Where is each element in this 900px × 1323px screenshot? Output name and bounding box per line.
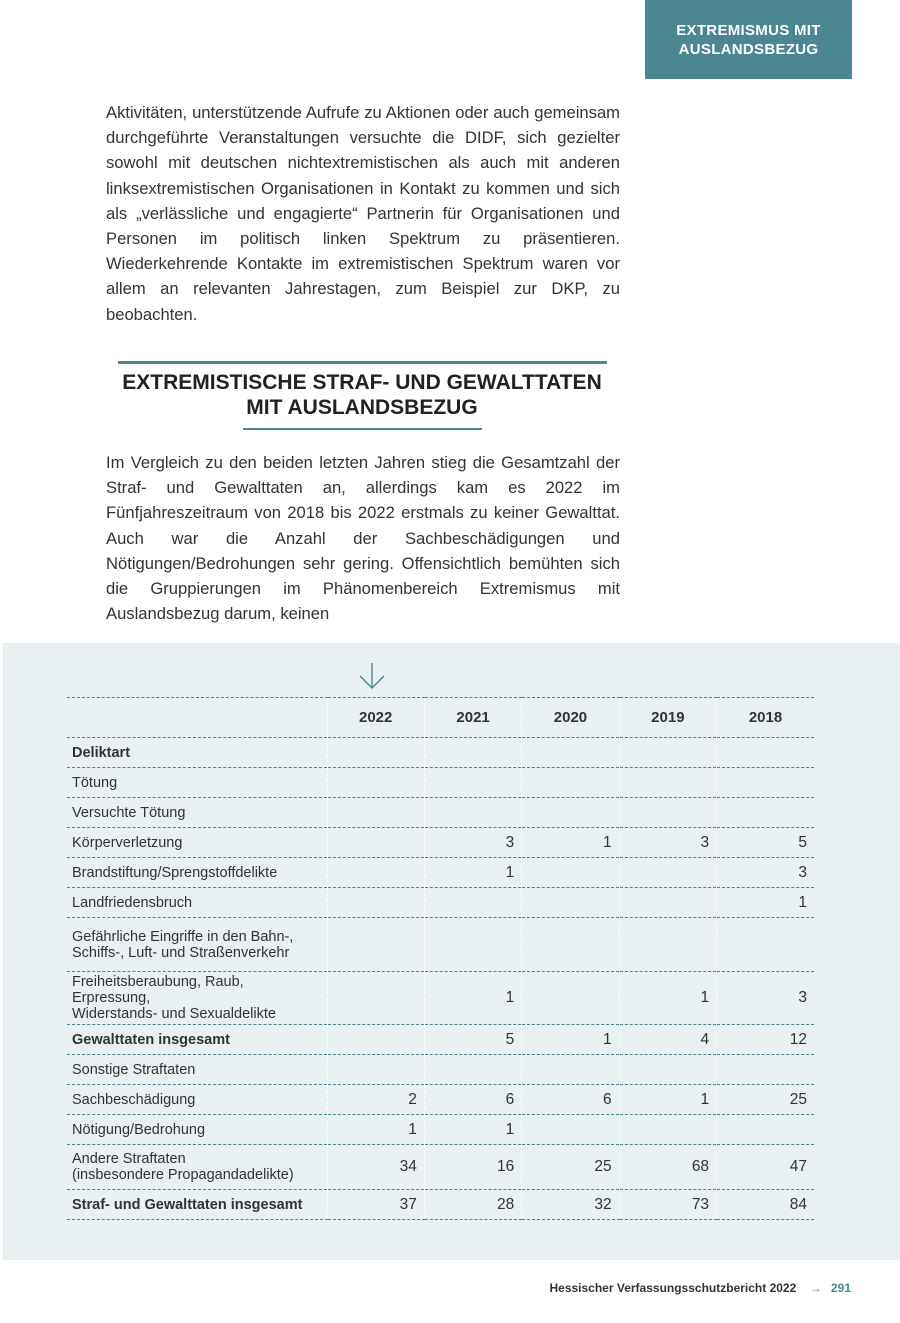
- page-footer: [520, 1281, 851, 1295]
- cell-value: [424, 888, 521, 918]
- statistics-table: [67, 697, 814, 1220]
- table-row: [67, 1025, 814, 1055]
- cell-value: 3: [717, 858, 814, 888]
- row-label-line1: Körperverletzung: [72, 834, 183, 851]
- row-label: [67, 858, 327, 888]
- cell-value: [619, 1055, 716, 1085]
- cell-value: [619, 798, 716, 828]
- cell-value: [717, 768, 814, 798]
- cell-value: 5: [717, 828, 814, 858]
- cell-value: [717, 1055, 814, 1085]
- body-paragraph-1: Aktivitäten, unterstützende Aufrufe zu Aktionen oder auch gemeinsam durchgeführte Veranstaltungen versuchte die DIDF, sich gezielter sowohl mit deutschen nichtextremistischen als auch mit anderen linksextremistischen Organisationen in Kontakt zu kommen und sich als „verlässliche und engagierte“ Partnerin für Organisationen und Personen im politisch linken Spektrum zu präsentieren. Wiederkehrende Kontakte im extremistischen Spektrum waren vor allem an relevanten Jahrestagen, zum Beispiel zur DKP, zu beobachten.: [106, 103, 620, 324]
- cell-value: 84: [717, 1190, 814, 1220]
- row-label-line1: Versuchte Tötung: [72, 804, 186, 821]
- cell-value: 1: [327, 1115, 424, 1145]
- row-label-line1: Gewalttaten insgesamt: [72, 1031, 230, 1048]
- footer-arrow-icon: →: [809, 1281, 822, 1295]
- cell-value: [327, 918, 424, 972]
- cell-value: [522, 738, 619, 768]
- cell-value: [522, 1055, 619, 1085]
- cell-value: [327, 972, 424, 1025]
- row-label-line1: Tötung: [72, 774, 118, 791]
- cell-value: [327, 858, 424, 888]
- header-year: 2019: [619, 698, 716, 738]
- row-label-line1: Andere Straftaten: [72, 1151, 186, 1167]
- row-label-line2: (insbesondere Propagandadelikte): [72, 1167, 294, 1183]
- cell-value: [717, 798, 814, 828]
- cell-value: 12: [717, 1025, 814, 1055]
- cell-value: [522, 798, 619, 828]
- section-tab: [645, 0, 852, 79]
- table-header-row: [67, 698, 814, 738]
- cell-value: [424, 918, 521, 972]
- cell-value: 32: [522, 1190, 619, 1220]
- cell-value: [327, 1025, 424, 1055]
- cell-value: [424, 738, 521, 768]
- cell-value: [717, 738, 814, 768]
- cell-value: 28: [424, 1190, 521, 1220]
- cell-value: 73: [619, 1190, 716, 1220]
- row-label-line2: Schiffs-, Luft- und Straßenverkehr: [72, 944, 290, 961]
- cell-value: 5: [424, 1025, 521, 1055]
- row-label: [67, 1115, 327, 1145]
- cell-value: 34: [327, 1145, 424, 1190]
- cell-value: 1: [619, 1085, 716, 1115]
- header-year: 2022: [327, 698, 424, 738]
- cell-value: 4: [619, 1025, 716, 1055]
- row-label-line1: Brandstiftung/Sprengstoffdelikte: [72, 864, 278, 881]
- table-row: [67, 918, 814, 972]
- cell-value: 16: [424, 1145, 521, 1190]
- table-row: [67, 1085, 814, 1115]
- cell-value: 3: [717, 972, 814, 1025]
- table-row: [67, 1115, 814, 1145]
- cell-value: [522, 918, 619, 972]
- cell-value: [619, 918, 716, 972]
- row-label-line1: Gefährliche Eingriffe in den Bahn-,: [72, 928, 294, 945]
- cell-value: [424, 768, 521, 798]
- cell-value: 25: [522, 1145, 619, 1190]
- cell-value: 6: [424, 1085, 521, 1115]
- cell-value: [522, 972, 619, 1025]
- row-label-line1: Straf- und Gewalttaten insgesamt: [72, 1196, 303, 1213]
- table-row: [67, 828, 814, 858]
- row-label: [67, 972, 327, 1025]
- cell-value: [522, 1115, 619, 1145]
- cell-value: 1: [619, 972, 716, 1025]
- row-label: [67, 768, 327, 798]
- row-label-line1: Sonstige Straftaten: [72, 1061, 196, 1078]
- table-row: [67, 738, 814, 768]
- row-label-line1: Sachbeschädigung: [72, 1091, 196, 1108]
- cell-value: [619, 1115, 716, 1145]
- cell-value: 68: [619, 1145, 716, 1190]
- row-label-line1: Freiheitsberaubung, Raub, Erpressung,: [72, 974, 244, 1006]
- table-row: [67, 888, 814, 918]
- cell-value: [327, 1055, 424, 1085]
- header-year: 2020: [522, 698, 619, 738]
- table-row: [67, 798, 814, 828]
- cell-value: [717, 1115, 814, 1145]
- cell-value: [327, 768, 424, 798]
- section-heading: [100, 370, 624, 420]
- cell-value: 1: [522, 828, 619, 858]
- table-row: [67, 858, 814, 888]
- cell-value: 25: [717, 1085, 814, 1115]
- table-row: [67, 1055, 814, 1085]
- row-label: [67, 918, 327, 972]
- cell-value: [327, 888, 424, 918]
- cell-value: 6: [522, 1085, 619, 1115]
- cell-value: 1: [424, 1115, 521, 1145]
- cell-value: 47: [717, 1145, 814, 1190]
- section-tab-line1: EXTREMISMUS MIT: [676, 21, 821, 39]
- row-label-line1: Nötigung/Bedrohung: [72, 1121, 206, 1138]
- cell-value: [522, 768, 619, 798]
- row-label: [67, 828, 327, 858]
- section-heading-line1: EXTREMISTISCHE STRAF- UND GEWALTTATEN: [122, 371, 602, 394]
- row-label-line1: Deliktart: [72, 744, 131, 761]
- row-label: [67, 1190, 327, 1220]
- table-row: [67, 1190, 814, 1220]
- row-label: [67, 798, 327, 828]
- cell-value: 37: [327, 1190, 424, 1220]
- row-label: [67, 888, 327, 918]
- page-number: 291: [830, 1281, 851, 1295]
- cell-value: [619, 768, 716, 798]
- row-label: [67, 1085, 327, 1115]
- arrow-down-icon: [358, 662, 386, 690]
- header-year: 2018: [717, 698, 814, 738]
- heading-rule-top: [118, 361, 607, 364]
- cell-value: [424, 1055, 521, 1085]
- cell-value: [717, 918, 814, 972]
- cell-value: [327, 828, 424, 858]
- cell-value: [619, 858, 716, 888]
- cell-value: 1: [522, 1025, 619, 1055]
- cell-value: 1: [424, 858, 521, 888]
- row-label: [67, 738, 327, 768]
- row-label: [67, 1145, 327, 1190]
- header-empty: [67, 698, 327, 738]
- cell-value: [619, 888, 716, 918]
- cell-value: [424, 798, 521, 828]
- cell-value: [522, 888, 619, 918]
- row-label: [67, 1025, 327, 1055]
- cell-value: 1: [717, 888, 814, 918]
- row-label-line2: Widerstands- und Sexualdelikte: [72, 1006, 276, 1022]
- cell-value: 2: [327, 1085, 424, 1115]
- table-row: [67, 768, 814, 798]
- cell-value: 3: [424, 828, 521, 858]
- section-tab-line2: AUSLANDSBEZUG: [678, 40, 819, 58]
- heading-rule-bottom: [243, 428, 482, 430]
- cell-value: [327, 798, 424, 828]
- cell-value: 1: [424, 972, 521, 1025]
- footer-title: Hessischer Verfassungsschutzbericht 2022: [549, 1281, 797, 1295]
- row-label-line1: Landfriedensbruch: [72, 894, 193, 911]
- cell-value: [327, 738, 424, 768]
- cell-value: [619, 738, 716, 768]
- header-year: 2021: [424, 698, 521, 738]
- body-paragraph-2: Im Vergleich zu den beiden letzten Jahren stieg die Gesamtzahl der Straf- und Gewalttaten an, allerdings kam es 2022 im Fünfjahreszeitraum von 2018 bis 2022 erstmals zu keiner Gewalttat. Auch war die Anzahl der Sachbeschädigungen und Nötigungen/Bedrohungen sehr gering. Offensichtlich bemühten sich die Gruppierungen im Phänomenbereich Extremismus mit Auslandsbezug darum, keinen: [106, 453, 620, 624]
- row-label: [67, 1055, 327, 1085]
- cell-value: [522, 858, 619, 888]
- table-row: [67, 1145, 814, 1190]
- table-row: [67, 972, 814, 1025]
- cell-value: 3: [619, 828, 716, 858]
- section-heading-line2: MIT AUSLANDSBEZUG: [246, 396, 478, 419]
